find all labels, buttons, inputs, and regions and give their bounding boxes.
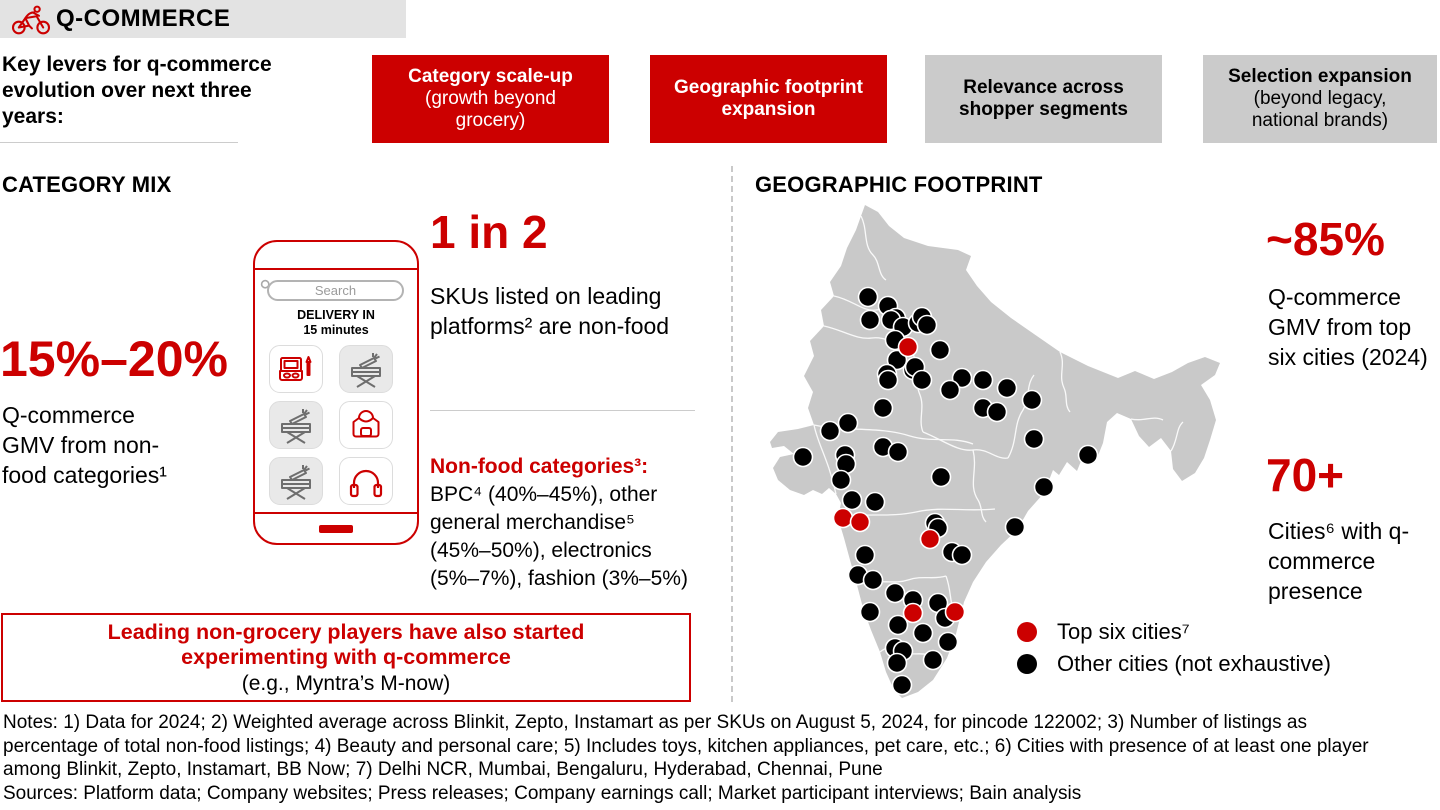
lever-subtitle: (growth beyond grocery) xyxy=(425,88,556,131)
city-dot xyxy=(1079,446,1098,465)
callout-red-text: Leading non-grocery players have also started experimenting with q-commerce xyxy=(107,619,585,669)
lever-box-selection-expansion xyxy=(1203,55,1437,143)
other-cities-dot xyxy=(1017,654,1037,674)
city-dot xyxy=(859,288,878,307)
lever-box-geographic-expansion xyxy=(650,55,887,143)
tile-vegetables-1 xyxy=(339,345,393,393)
lever-title: Selection expansion xyxy=(1228,66,1412,87)
gmv-top-cities-label: Q-commerce GMV from top six cities (2024) xyxy=(1268,284,1428,370)
city-dot xyxy=(794,448,813,467)
city-dot xyxy=(914,624,933,643)
lever-title: Relevance across shopper segments xyxy=(959,77,1128,120)
city-dot xyxy=(932,468,951,487)
left-block-divider xyxy=(430,410,695,411)
lever-subtitle: (beyond legacy, national brands) xyxy=(1251,88,1389,131)
lever-title: Geographic footprint expansion xyxy=(674,77,863,120)
notes-line: percentage of total non-food listings; 4) Beauty and personal care; 5) Includes toys, kitchen appliances, pet care, etc.; 6) Cities with presence of at least one player xyxy=(3,735,1369,757)
nonfood-gmv-label: Q-commerce GMV from non-food categories¹ xyxy=(2,402,167,488)
city-dot xyxy=(924,651,943,670)
cyclist-icon xyxy=(10,5,52,40)
header-divider xyxy=(0,142,238,143)
city-dot xyxy=(886,584,905,603)
city-dot xyxy=(893,676,912,695)
lever-box-relevance-segments xyxy=(925,55,1162,143)
city-dot xyxy=(1025,430,1044,449)
lever-box-category-scale-up xyxy=(372,55,609,143)
city-dot xyxy=(832,471,851,490)
city-dot xyxy=(1035,478,1054,497)
legend-top-six xyxy=(1017,619,1190,645)
vegetables-icon xyxy=(346,349,386,389)
tile-cosmetics xyxy=(269,345,323,393)
phone-home-button xyxy=(319,525,353,533)
city-dot xyxy=(953,546,972,565)
phone-illustration xyxy=(253,240,419,545)
city-dot xyxy=(888,654,907,673)
callout-black-text: (e.g., Myntra’s M-now) xyxy=(241,671,451,695)
header-banner xyxy=(0,0,406,38)
city-dot xyxy=(946,603,965,622)
city-dot xyxy=(864,571,883,590)
city-dot xyxy=(821,422,840,441)
city-dot xyxy=(834,509,853,528)
city-dot xyxy=(974,371,993,390)
nonfood-categories-title: Non-food categories³: xyxy=(430,455,649,478)
legend-label-top-six: Top six cities⁷ xyxy=(1057,619,1190,644)
delivery-line2: 15 minutes xyxy=(303,323,369,337)
city-dot xyxy=(998,379,1017,398)
phone-search-bar: Search xyxy=(267,280,404,301)
lever-title: Category scale-up xyxy=(408,66,573,87)
delivery-line1: DELIVERY IN xyxy=(297,308,375,322)
city-dot xyxy=(879,371,898,390)
city-dot xyxy=(904,604,923,623)
tile-vegetables-2 xyxy=(269,401,323,449)
tile-hoodie xyxy=(339,401,393,449)
phone-top-bezel xyxy=(255,242,417,270)
headphones-icon xyxy=(346,461,386,501)
geographic-footprint-title: GEOGRAPHIC FOOTPRINT xyxy=(755,172,1043,197)
city-dot xyxy=(988,403,1007,422)
city-dot xyxy=(918,316,937,335)
vegetables-icon xyxy=(276,405,316,445)
tile-vegetables-3 xyxy=(269,457,323,505)
city-dot xyxy=(1023,391,1042,410)
section-divider xyxy=(731,166,733,702)
sku-stat-label: SKUs listed on leading platforms² are non-food xyxy=(430,283,670,339)
sources-line: Sources: Platform data; Company websites; Press releases; Company earnings call; Market participant interviews; Bain analysis xyxy=(3,782,1082,804)
city-dot xyxy=(861,603,880,622)
city-dot xyxy=(856,546,875,565)
footnotes xyxy=(3,711,1439,805)
city-dot xyxy=(874,399,893,418)
cities-count-label: Cities⁶ with q-commerce presence xyxy=(1268,518,1410,604)
city-dot xyxy=(939,633,958,652)
notes-line: among Blinkit, Zepto, Instamart, BB Now; 7) Delhi NCR, Mumbai, Bengaluru, Hyderabad, Chennai, Pune xyxy=(3,759,883,780)
phone-delivery-text xyxy=(255,308,417,338)
legend-label-other-cities: Other cities (not exhaustive) xyxy=(1057,651,1331,676)
cosmetics-icon xyxy=(276,349,316,389)
hoodie-icon xyxy=(346,405,386,445)
page-title: Q-COMMERCE xyxy=(56,5,231,32)
city-dot xyxy=(913,371,932,390)
city-dot xyxy=(889,443,908,462)
city-dot xyxy=(1006,518,1025,537)
gmv-top-cities-stat: ~85% xyxy=(1266,213,1385,265)
vegetables-icon xyxy=(276,461,316,501)
nonfood-gmv-stat: 15%–20% xyxy=(0,331,228,387)
city-dot xyxy=(899,338,918,357)
city-dot xyxy=(843,491,862,510)
tile-headphones xyxy=(339,457,393,505)
notes-line: Notes: 1) Data for 2024; 2) Weighted average across Blinkit, Zepto, Instamart as per SKUs on August 5, 2024, for pincode 122002; 3) Number of listings as xyxy=(3,712,1307,733)
city-dot xyxy=(861,311,880,330)
city-dot xyxy=(931,341,950,360)
sku-stat: 1 in 2 xyxy=(430,206,548,258)
legend-other-cities xyxy=(1017,651,1331,677)
callout-box xyxy=(1,613,691,702)
key-levers-label: Key levers for q-commerce evolution over next three years: xyxy=(2,53,272,128)
category-mix-title: CATEGORY MIX xyxy=(2,172,172,197)
city-dot xyxy=(921,530,940,549)
city-dot xyxy=(851,513,870,532)
top-six-cities-dot xyxy=(1017,622,1037,642)
city-dot xyxy=(839,414,858,433)
city-dot xyxy=(866,493,885,512)
cities-count-stat: 70+ xyxy=(1266,449,1345,501)
city-dot xyxy=(941,381,960,400)
nonfood-categories-body: BPC⁴ (40%–45%), other general merchandise⁵ (45%–50%), electronics (5%–7%), fashion (3%–5%) xyxy=(430,483,688,590)
